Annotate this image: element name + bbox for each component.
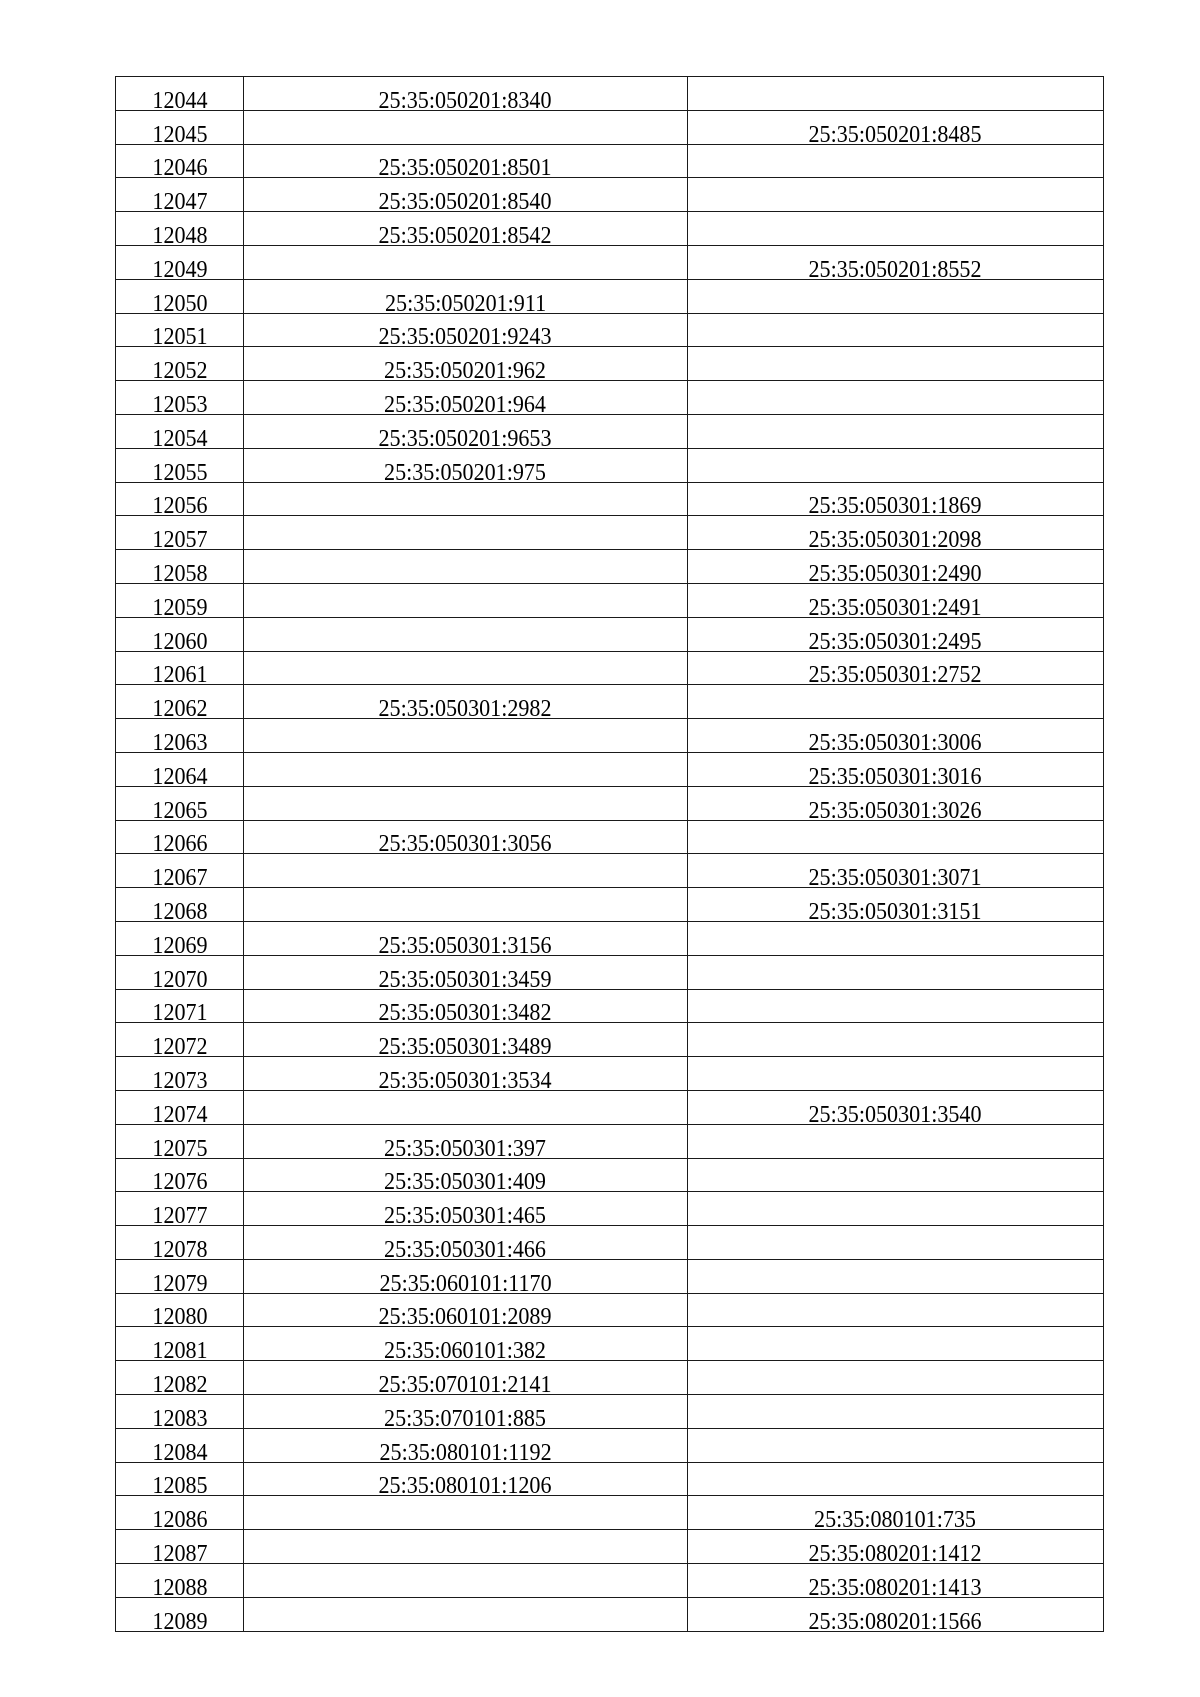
- cadastral-number-cell-a: [244, 617, 688, 651]
- row-number-cell: [116, 1023, 244, 1057]
- cadastral-number-cell-a: [244, 1361, 688, 1395]
- cadastral-number-cell-a: [244, 178, 688, 212]
- cadastral-number-cell-a: [244, 279, 688, 313]
- cadastral-number-cell-a-text: 25:35:080101:1192: [379, 1439, 552, 1463]
- table-row: [116, 1327, 1104, 1361]
- row-number-cell: [116, 414, 244, 448]
- cadastral-number-cell-b: [688, 1564, 1104, 1598]
- row-number-cell-text: 12046: [151, 155, 208, 178]
- cadastral-number-cell-b-text: 25:35:050301:2491: [809, 594, 982, 618]
- row-number-cell: [116, 144, 244, 178]
- row-number-cell-text: 12059: [151, 594, 208, 618]
- row-number-cell-text: 12055: [151, 459, 208, 483]
- cadastral-number-cell-b: [688, 347, 1104, 381]
- cadastral-number-cell-a: [244, 347, 688, 381]
- row-number-cell-text: 12086: [151, 1507, 208, 1530]
- row-number-cell-text: 12062: [151, 696, 208, 719]
- table-row: [116, 1395, 1104, 1429]
- cadastral-number-cell-b: [688, 921, 1104, 955]
- row-number-cell-text: 12072: [151, 1034, 208, 1057]
- cadastral-number-cell-b: [688, 178, 1104, 212]
- row-number-cell: [116, 347, 244, 381]
- cadastral-number-cell-a-text: 25:35:050301:466: [384, 1236, 547, 1260]
- table-row: [116, 516, 1104, 550]
- row-number-cell-text: 12052: [151, 358, 208, 381]
- cadastral-number-cell-a: [244, 313, 688, 347]
- table-row: [116, 279, 1104, 313]
- cadastral-number-cell-a-text: 25:35:050201:911: [384, 290, 547, 314]
- cadastral-number-cell-b: [688, 1124, 1104, 1158]
- cadastral-number-cell-a: [244, 989, 688, 1023]
- cadastral-number-cell-a: [244, 1090, 688, 1124]
- row-number-cell: [116, 955, 244, 989]
- cadastral-number-cell-b: [688, 1293, 1104, 1327]
- row-number-cell-text: 12081: [151, 1338, 208, 1361]
- cadastral-number-cell-a: [244, 854, 688, 888]
- table-row: [116, 752, 1104, 786]
- row-number-cell: [116, 110, 244, 144]
- row-number-cell: [116, 77, 244, 111]
- row-number-cell-text: 12047: [151, 189, 208, 212]
- row-number-cell-text: 12075: [151, 1135, 208, 1158]
- row-number-cell-text: 12060: [151, 628, 208, 652]
- cadastral-number-cell-a: [244, 516, 688, 550]
- row-number-cell: [116, 448, 244, 482]
- cadastral-number-cell-b-text: 25:35:050301:2495: [809, 628, 982, 652]
- cadastral-number-cell-b-text: 25:35:050301:2752: [809, 662, 982, 685]
- table-row: [116, 955, 1104, 989]
- cadastral-number-cell-b-text: 25:35:050201:8485: [809, 121, 982, 145]
- cadastral-number-cell-a-text: 25:35:060101:2089: [379, 1304, 552, 1327]
- cadastral-number-cell-b: [688, 1090, 1104, 1124]
- table-row: [116, 1259, 1104, 1293]
- cadastral-number-cell-b-text: 25:35:050301:3016: [809, 763, 982, 787]
- table-row: [116, 617, 1104, 651]
- row-number-cell: [116, 381, 244, 415]
- table-row: [116, 583, 1104, 617]
- row-number-cell: [116, 921, 244, 955]
- cadastral-number-cell-a-text: 25:35:050301:3156: [379, 932, 552, 956]
- cadastral-number-cell-a: [244, 1496, 688, 1530]
- cadastral-number-cell-a: [244, 550, 688, 584]
- table-row: [116, 212, 1104, 246]
- cadastral-number-cell-a: [244, 1530, 688, 1564]
- cadastral-number-cell-a-text: 25:35:050301:409: [384, 1169, 547, 1192]
- cadastral-number-cell-b: [688, 752, 1104, 786]
- cadastral-number-cell-b: [688, 854, 1104, 888]
- row-number-cell: [116, 1597, 244, 1631]
- cadastral-number-cell-b-text: 25:35:050301:3540: [809, 1101, 982, 1125]
- cadastral-number-cell-b-text: 25:35:080101:735: [814, 1507, 977, 1530]
- table-row: [116, 550, 1104, 584]
- cadastral-number-cell-a: [244, 786, 688, 820]
- row-number-cell: [116, 1158, 244, 1192]
- row-number-cell-text: 12085: [151, 1473, 208, 1496]
- row-number-cell: [116, 685, 244, 719]
- row-number-cell-text: 12048: [151, 222, 208, 246]
- row-number-cell: [116, 1124, 244, 1158]
- cadastral-number-cell-b-text: 25:35:050301:2490: [809, 560, 982, 584]
- cadastral-number-cell-a-text: 25:35:050201:8340: [379, 87, 552, 111]
- cadastral-number-cell-a: [244, 1597, 688, 1631]
- row-number-cell-text: 12056: [151, 493, 208, 516]
- table-row: [116, 888, 1104, 922]
- cadastral-number-cell-b-text: 25:35:050301:3006: [809, 729, 982, 753]
- cadastral-number-cell-a-text: 25:35:050301:465: [384, 1203, 547, 1226]
- table-row: [116, 1090, 1104, 1124]
- cadastral-number-cell-a: [244, 752, 688, 786]
- row-number-cell-text: 12080: [151, 1304, 208, 1327]
- cadastral-number-cell-b: [688, 1158, 1104, 1192]
- cadastral-number-cell-b: [688, 719, 1104, 753]
- cadastral-number-cell-a: [244, 1259, 688, 1293]
- cadastral-number-cell-b: [688, 1259, 1104, 1293]
- table-row: [116, 347, 1104, 381]
- row-number-cell: [116, 651, 244, 685]
- table-row: [116, 651, 1104, 685]
- row-number-cell: [116, 482, 244, 516]
- cadastral-number-cell-b-text: 25:35:050301:3071: [809, 865, 982, 888]
- cadastral-number-table: [115, 76, 1104, 1632]
- cadastral-number-cell-a: [244, 1462, 688, 1496]
- row-number-cell: [116, 1259, 244, 1293]
- row-number-cell: [116, 1496, 244, 1530]
- row-number-cell-text: 12082: [151, 1372, 208, 1395]
- row-number-cell-text: 12070: [151, 966, 208, 990]
- cadastral-number-cell-a: [244, 245, 688, 279]
- row-number-cell: [116, 516, 244, 550]
- table-row: [116, 685, 1104, 719]
- cadastral-number-cell-b: [688, 1057, 1104, 1091]
- row-number-cell: [116, 1361, 244, 1395]
- table-row: [116, 854, 1104, 888]
- row-number-cell: [116, 1428, 244, 1462]
- cadastral-number-cell-b: [688, 989, 1104, 1023]
- cadastral-number-cell-a-text: 25:35:050301:3482: [379, 1000, 552, 1023]
- row-number-cell-text: 12049: [151, 256, 208, 280]
- cadastral-number-cell-b: [688, 550, 1104, 584]
- cadastral-number-cell-a-text: 25:35:050201:8540: [379, 189, 552, 212]
- cadastral-number-cell-a: [244, 1124, 688, 1158]
- cadastral-number-cell-b-text: 25:35:050301:2098: [809, 527, 982, 550]
- row-number-cell: [116, 1090, 244, 1124]
- cadastral-number-cell-a: [244, 448, 688, 482]
- row-number-cell: [116, 854, 244, 888]
- row-number-cell-text: 12053: [151, 391, 208, 415]
- cadastral-number-cell-a: [244, 1023, 688, 1057]
- cadastral-number-cell-b: [688, 1530, 1104, 1564]
- row-number-cell-text: 12084: [151, 1439, 208, 1463]
- table-row: [116, 719, 1104, 753]
- table-body: [116, 77, 1104, 1632]
- row-number-cell-text: 12073: [151, 1067, 208, 1091]
- cadastral-number-cell-b: [688, 110, 1104, 144]
- cadastral-number-cell-a-text: 25:35:050201:964: [384, 391, 547, 415]
- row-number-cell-text: 12057: [151, 527, 208, 550]
- table-row: [116, 1530, 1104, 1564]
- row-number-cell: [116, 820, 244, 854]
- cadastral-number-cell-a: [244, 414, 688, 448]
- cadastral-number-cell-a: [244, 1395, 688, 1429]
- table-row: [116, 1361, 1104, 1395]
- table-row: [116, 786, 1104, 820]
- row-number-cell: [116, 550, 244, 584]
- cadastral-number-cell-b-text: 25:35:080201:1412: [809, 1541, 982, 1564]
- row-number-cell: [116, 1057, 244, 1091]
- cadastral-number-cell-b: [688, 1192, 1104, 1226]
- row-number-cell-text: 12064: [151, 763, 208, 787]
- table-row: [116, 1293, 1104, 1327]
- cadastral-number-cell-a-text: 25:35:080101:1206: [379, 1473, 552, 1496]
- row-number-cell-text: 12078: [151, 1236, 208, 1260]
- row-number-cell: [116, 212, 244, 246]
- table-row: [116, 1226, 1104, 1260]
- cadastral-number-cell-a-text: 25:35:070101:885: [384, 1405, 547, 1429]
- cadastral-number-cell-b: [688, 448, 1104, 482]
- cadastral-number-cell-a: [244, 110, 688, 144]
- cadastral-number-cell-a: [244, 1226, 688, 1260]
- table-row: [116, 1564, 1104, 1598]
- cadastral-number-cell-b: [688, 1226, 1104, 1260]
- cadastral-number-cell-b: [688, 77, 1104, 111]
- cadastral-number-cell-b: [688, 516, 1104, 550]
- row-number-cell-text: 12071: [151, 1000, 208, 1023]
- table-row: [116, 1428, 1104, 1462]
- row-number-cell: [116, 1462, 244, 1496]
- cadastral-number-cell-a-text: 25:35:050201:962: [384, 358, 547, 381]
- cadastral-number-cell-b: [688, 1428, 1104, 1462]
- row-number-cell: [116, 1293, 244, 1327]
- cadastral-number-cell-b-text: 25:35:080201:1413: [809, 1574, 982, 1598]
- cadastral-number-cell-a: [244, 820, 688, 854]
- cadastral-number-cell-b: [688, 685, 1104, 719]
- cadastral-number-cell-b-text: 25:35:050301:3026: [809, 797, 982, 821]
- cadastral-number-cell-b: [688, 313, 1104, 347]
- cadastral-number-cell-a-text: 25:35:050201:975: [384, 459, 547, 483]
- cadastral-number-cell-b: [688, 1496, 1104, 1530]
- cadastral-number-cell-a: [244, 1327, 688, 1361]
- cadastral-number-cell-a: [244, 1428, 688, 1462]
- cadastral-number-cell-b: [688, 482, 1104, 516]
- row-number-cell: [116, 178, 244, 212]
- table-row: [116, 1158, 1104, 1192]
- row-number-cell: [116, 719, 244, 753]
- table-row: [116, 482, 1104, 516]
- cadastral-number-cell-a: [244, 651, 688, 685]
- cadastral-number-cell-a-text: 25:35:050201:8501: [379, 155, 552, 178]
- cadastral-number-cell-b: [688, 888, 1104, 922]
- table-row: [116, 1057, 1104, 1091]
- row-number-cell-text: 12088: [151, 1574, 208, 1598]
- cadastral-number-cell-a: [244, 685, 688, 719]
- cadastral-number-cell-b: [688, 1327, 1104, 1361]
- cadastral-number-cell-b: [688, 279, 1104, 313]
- cadastral-number-cell-a-text: 25:35:050301:3056: [379, 831, 552, 854]
- row-number-cell-text: 12069: [151, 932, 208, 956]
- cadastral-number-cell-b-text: 25:35:050301:1869: [809, 493, 982, 516]
- cadastral-number-cell-b: [688, 651, 1104, 685]
- table-row: [116, 313, 1104, 347]
- cadastral-number-cell-b: [688, 245, 1104, 279]
- table-row: [116, 1462, 1104, 1496]
- table-row: [116, 110, 1104, 144]
- cadastral-number-cell-a: [244, 921, 688, 955]
- cadastral-number-cell-b: [688, 1395, 1104, 1429]
- row-number-cell-text: 12087: [151, 1541, 208, 1564]
- cadastral-number-cell-b: [688, 381, 1104, 415]
- cadastral-number-cell-b-text: 25:35:050301:3151: [809, 898, 982, 922]
- table-row: [116, 1192, 1104, 1226]
- cadastral-number-cell-a-text: 25:35:050301:2982: [379, 696, 552, 719]
- cadastral-number-cell-a-text: 25:35:060101:382: [384, 1338, 547, 1361]
- row-number-cell: [116, 279, 244, 313]
- cadastral-number-cell-a-text: 25:35:060101:1170: [379, 1270, 552, 1294]
- row-number-cell: [116, 1564, 244, 1598]
- row-number-cell-text: 12054: [151, 425, 208, 449]
- table-row: [116, 1496, 1104, 1530]
- row-number-cell: [116, 786, 244, 820]
- row-number-cell-text: 12067: [151, 865, 208, 888]
- row-number-cell-text: 12077: [151, 1203, 208, 1226]
- row-number-cell-text: 12079: [151, 1270, 208, 1294]
- cadastral-number-cell-b: [688, 583, 1104, 617]
- cadastral-number-cell-a: [244, 583, 688, 617]
- cadastral-number-cell-a: [244, 955, 688, 989]
- cadastral-number-cell-a: [244, 1057, 688, 1091]
- cadastral-number-cell-a: [244, 144, 688, 178]
- row-number-cell-text: 12089: [151, 1608, 208, 1632]
- cadastral-number-cell-b-text: 25:35:050201:8552: [809, 256, 982, 280]
- cadastral-number-cell-a: [244, 719, 688, 753]
- table-row: [116, 448, 1104, 482]
- row-number-cell-text: 12083: [151, 1405, 208, 1429]
- row-number-cell-text: 12076: [151, 1169, 208, 1192]
- cadastral-number-cell-b: [688, 144, 1104, 178]
- table-row: [116, 381, 1104, 415]
- row-number-cell: [116, 989, 244, 1023]
- row-number-cell-text: 12050: [151, 290, 208, 314]
- cadastral-number-cell-b: [688, 1023, 1104, 1057]
- cadastral-number-cell-a: [244, 1158, 688, 1192]
- cadastral-number-cell-a: [244, 482, 688, 516]
- cadastral-number-cell-b: [688, 212, 1104, 246]
- cadastral-number-cell-a: [244, 77, 688, 111]
- row-number-cell-text: 12063: [151, 729, 208, 753]
- row-number-cell-text: 12051: [151, 324, 208, 347]
- row-number-cell-text: 12066: [151, 831, 208, 854]
- row-number-cell: [116, 617, 244, 651]
- cadastral-number-cell-a-text: 25:35:050201:9243: [379, 324, 552, 347]
- cadastral-number-cell-a: [244, 212, 688, 246]
- table-row: [116, 1124, 1104, 1158]
- cadastral-number-cell-a-text: 25:35:050301:397: [384, 1135, 547, 1158]
- row-number-cell: [116, 1192, 244, 1226]
- cadastral-number-cell-a: [244, 888, 688, 922]
- row-number-cell: [116, 245, 244, 279]
- table-row: [116, 414, 1104, 448]
- cadastral-number-cell-a-text: 25:35:050301:3534: [379, 1067, 552, 1091]
- table-row: [116, 989, 1104, 1023]
- table-row: [116, 77, 1104, 111]
- row-number-cell-text: 12044: [151, 87, 208, 111]
- cadastral-number-cell-a: [244, 1192, 688, 1226]
- row-number-cell-text: 12061: [151, 662, 208, 685]
- cadastral-number-cell-b: [688, 617, 1104, 651]
- table-row: [116, 1023, 1104, 1057]
- cadastral-number-cell-a: [244, 1564, 688, 1598]
- row-number-cell: [116, 583, 244, 617]
- row-number-cell-text: 12068: [151, 898, 208, 922]
- cadastral-number-cell-a-text: 25:35:050301:3489: [379, 1034, 552, 1057]
- row-number-cell: [116, 1327, 244, 1361]
- row-number-cell-text: 12058: [151, 560, 208, 584]
- row-number-cell-text: 12065: [151, 797, 208, 821]
- cadastral-number-cell-a-text: 25:35:050301:3459: [379, 966, 552, 990]
- table-row: [116, 1597, 1104, 1631]
- row-number-cell: [116, 752, 244, 786]
- cadastral-number-cell-a-text: 25:35:070101:2141: [379, 1372, 552, 1395]
- row-number-cell: [116, 313, 244, 347]
- row-number-cell-text: 12074: [151, 1101, 208, 1125]
- cadastral-number-cell-b: [688, 786, 1104, 820]
- cadastral-number-cell-b: [688, 955, 1104, 989]
- row-number-cell: [116, 1395, 244, 1429]
- row-number-cell: [116, 888, 244, 922]
- cadastral-number-cell-b-text: 25:35:080201:1566: [809, 1608, 982, 1632]
- table-row: [116, 921, 1104, 955]
- cadastral-number-cell-b: [688, 414, 1104, 448]
- cadastral-number-cell-a-text: 25:35:050201:9653: [379, 425, 552, 449]
- cadastral-number-cell-a: [244, 381, 688, 415]
- cadastral-number-cell-a: [244, 1293, 688, 1327]
- row-number-cell: [116, 1530, 244, 1564]
- cadastral-number-cell-b: [688, 1361, 1104, 1395]
- cadastral-number-cell-b: [688, 1597, 1104, 1631]
- table-row: [116, 144, 1104, 178]
- cadastral-number-cell-b: [688, 1462, 1104, 1496]
- table-row: [116, 245, 1104, 279]
- row-number-cell: [116, 1226, 244, 1260]
- table-row: [116, 178, 1104, 212]
- cadastral-number-cell-a-text: 25:35:050201:8542: [379, 222, 552, 246]
- row-number-cell-text: 12045: [151, 121, 208, 145]
- table-row: [116, 820, 1104, 854]
- cadastral-number-cell-b: [688, 820, 1104, 854]
